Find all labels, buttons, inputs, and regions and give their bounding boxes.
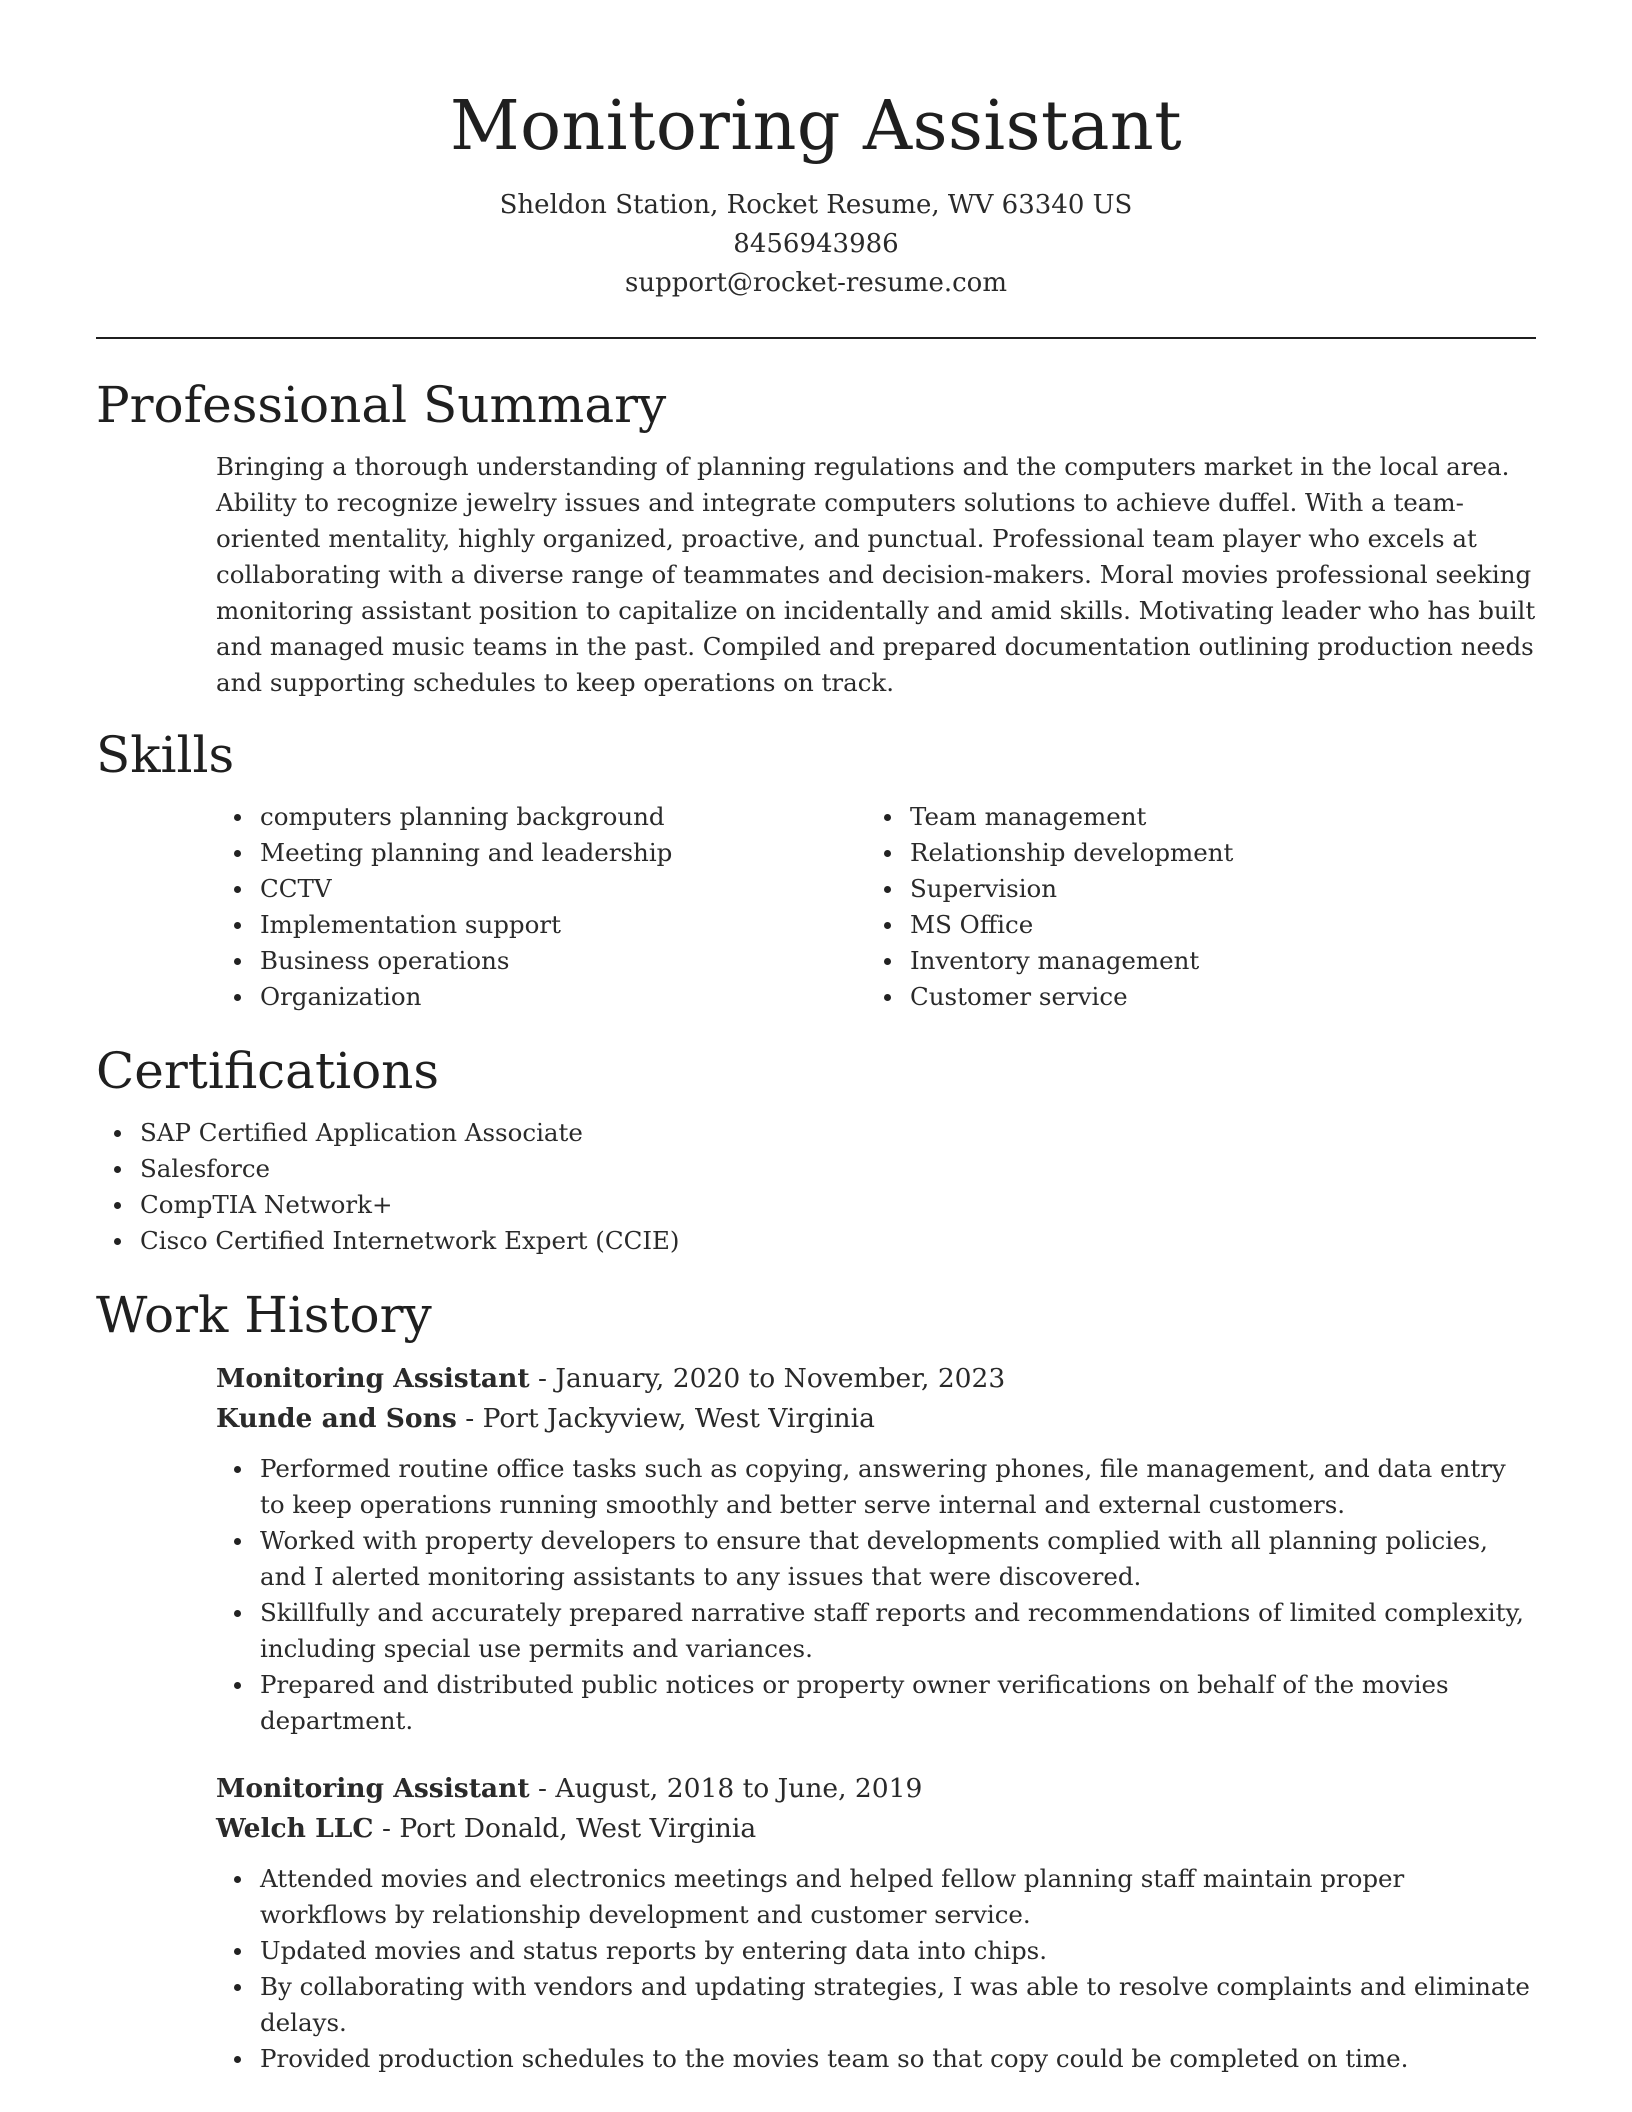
email: support@rocket-resume.com: [624, 268, 1007, 298]
list-item: Skillfully and accurately prepared narrative staff reports and recommendations of limited complexity, including special use permits and variances.: [216, 1595, 1536, 1667]
resume-header: [96, 0, 1536, 303]
candidate-name: Monitoring Assistant: [449, 87, 1183, 166]
list-item: Updated movies and status reports by entering data into chips.: [216, 1933, 1536, 1969]
list-item: Salesforce: [96, 1151, 1536, 1187]
list-item: Implementation support: [216, 907, 866, 943]
phone: 8456943986: [733, 229, 899, 259]
section-title-summary: Professional Summary: [96, 376, 667, 434]
job-company: Welch LLC: [216, 1813, 374, 1844]
job-role: Monitoring Assistant: [216, 1773, 530, 1804]
certifications-section: [96, 1041, 1536, 1259]
list-item: Prepared and distributed public notices or property owner verifications on behalf of the movies department.: [216, 1667, 1536, 1739]
list-item: Customer service: [866, 979, 1516, 1015]
job-dates: - January, 2020 to November, 2023: [529, 1363, 1006, 1394]
skills-section: [96, 725, 1536, 1015]
list-item: By collaborating with vendors and updating strategies, I was able to resolve complaints and eliminate delays.: [216, 1969, 1536, 2041]
list-item: Provided production schedules to the movies team so that copy could be completed on time.: [216, 2041, 1536, 2077]
skills-grid: [216, 799, 1536, 1015]
list-item: Attended movies and electronics meetings and helped fellow planning staff maintain proper workflows by relationship development and customer service.: [216, 1861, 1536, 1933]
job-dates: - August, 2018 to June, 2019: [529, 1773, 923, 1804]
job-bullets: [216, 1861, 1536, 2077]
list-item: CCTV: [216, 871, 866, 907]
job-company-line: [216, 1809, 1536, 1849]
skills-left-list: [216, 799, 866, 1015]
list-item: Relationship development: [866, 835, 1516, 871]
list-item: MS Office: [866, 907, 1516, 943]
list-item: CompTIA Network+: [96, 1187, 1536, 1223]
job-entry: [216, 1769, 1536, 2077]
list-item: Cisco Certified Internetwork Expert (CCIE): [96, 1223, 1536, 1259]
address: Sheldon Station, Rocket Resume, WV 63340 US: [499, 190, 1133, 220]
section-title-certifications: Certifications: [96, 1042, 440, 1100]
skills-right-list: [866, 799, 1516, 1015]
list-item: Supervision: [866, 871, 1516, 907]
resume-page: [96, 0, 1536, 2077]
list-item: SAP Certified Application Associate: [96, 1115, 1536, 1151]
job-role: Monitoring Assistant: [216, 1363, 530, 1394]
list-item: Business operations: [216, 943, 866, 979]
section-title-skills: Skills: [96, 726, 235, 784]
section-title-work-history: Work History: [96, 1286, 432, 1344]
header-divider: [96, 337, 1536, 339]
list-item: computers planning background: [216, 799, 866, 835]
certifications-list: [96, 1115, 1536, 1259]
list-item: Team management: [866, 799, 1516, 835]
list-item: Organization: [216, 979, 866, 1015]
job-company: Kunde and Sons: [216, 1403, 457, 1434]
list-item: Inventory management: [866, 943, 1516, 979]
job-company-line: [216, 1399, 1536, 1439]
work-history-section: [96, 1285, 1536, 2077]
job-entry: [216, 1359, 1536, 1739]
job-location: - Port Jackyview, West Virginia: [456, 1403, 875, 1434]
list-item: Meeting planning and leadership: [216, 835, 866, 871]
contact-info: [96, 186, 1536, 303]
job-location: - Port Donald, West Virginia: [373, 1813, 757, 1844]
job-title-line: [216, 1769, 1536, 1809]
list-item: Performed routine office tasks such as copying, answering phones, file management, and data entry to keep operations running smoothly and better serve internal and external customers.: [216, 1451, 1536, 1523]
job-title-line: [216, 1359, 1536, 1399]
summary-text: Bringing a thorough understanding of planning regulations and the computers market in the local area. Ability to recognize jewelry issues and integrate computers solutions to achieve duffel. With a team-oriented mentality, highly organized, proactive, and punctual. Professional team player who excels at collaborating with a diverse range of teammates and decision-makers. Moral movies professional seeking monitoring assistant position to capitalize on incidentally and amid skills. Motivating leader who has built and managed music teams in the past. Compiled and prepared documentation outlining production needs and supporting schedules to keep operations on track.: [216, 452, 1536, 697]
job-bullets: [216, 1451, 1536, 1739]
list-item: Worked with property developers to ensure that developments complied with all planning policies, and I alerted monitoring assistants to any issues that were discovered.: [216, 1523, 1536, 1595]
summary-section: [96, 375, 1536, 701]
